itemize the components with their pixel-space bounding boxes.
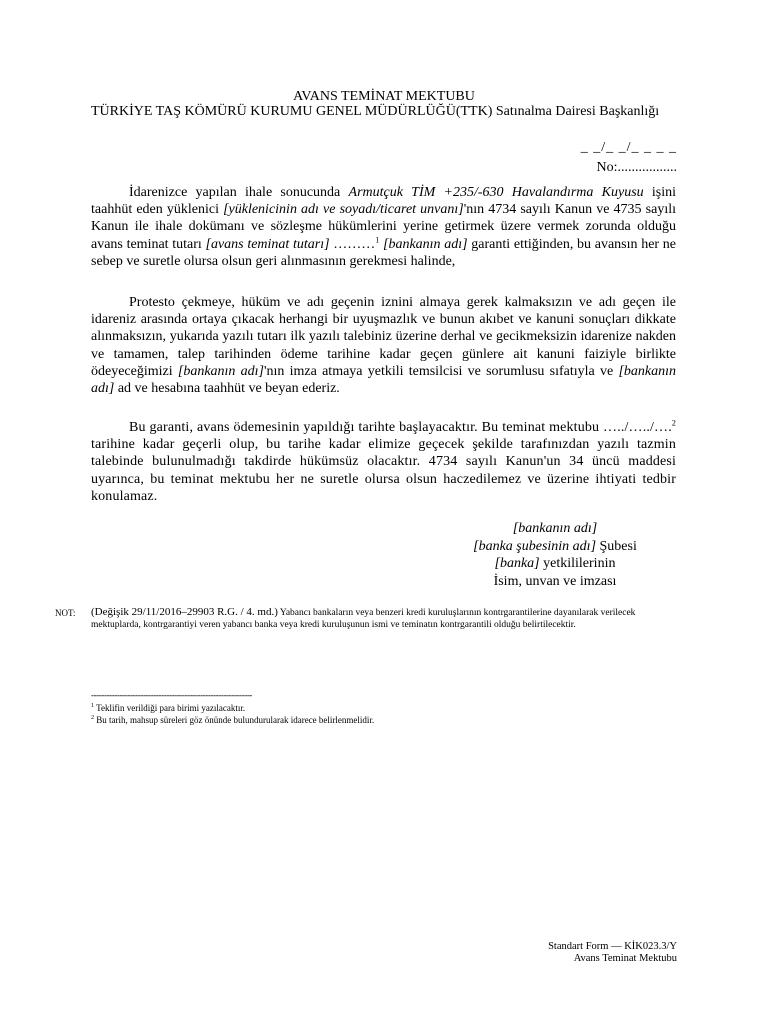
paragraph-3 (91, 419, 676, 505)
signature-branch-name: [banka şubesinin adı] (473, 538, 597, 554)
signature-bank-name: [bankanın adı] (512, 521, 598, 536)
date-placeholder: _ _/_ _/_ _ _ _ (580, 140, 677, 155)
number-line: No:................. (596, 160, 677, 175)
footnote-ref-1: 1 (375, 234, 380, 244)
signature-bank: [banka] (494, 556, 540, 571)
form-code (548, 941, 677, 965)
footnote-1 (91, 703, 245, 713)
paragraph-2 (91, 294, 676, 397)
bank-placeholder-2b: [bankanın adı] (91, 363, 676, 397)
footnote-2-number: 2 (91, 715, 94, 721)
note-amendment: (Değişik 29/11/2016–29903 R.G. / 4. md.) (91, 606, 278, 618)
note-label: NOT: (55, 608, 76, 618)
footnote-2 (91, 715, 374, 725)
footnote-1-text: Teklifin verildiği para birimi yazılacaktır. (94, 703, 246, 713)
form-code-line-2: Avans Teminat Mektubu (573, 953, 677, 964)
paragraph-2-text-a: Protesto çekmeye, hüküm ve adı geçenin iznini almaya gerek kalmaksızın ve adı geçen ile idareniz arasında ortaya çıkacak herhangi bir uyuşmazlık ve bunun akıbet ve kanuni sonuçları dikkate alınmaksızın, yukarıda yazılı tutarı ilk yazılı talebiniz üzerine derhal ve gecikmeksizin idarenize nakden ve tamamen, talep tarihinden ödeme tarihine kadar geçen günlere ait kanuni faiziyle birlikte ödeyeceğimizi (91, 295, 676, 379)
project-name: Armutçuk TİM +235/-630 Havalandırma Kuyusu (348, 185, 644, 200)
footnote-2-text: Bu tarih, mahsup süreleri göz önünde bulundurularak idarece belirlenmelidir. (94, 715, 375, 725)
bank-placeholder: [bankanın adı] (379, 236, 468, 252)
form-code-line-1: Standart Form — KİK023.3/Y (548, 941, 677, 952)
signature-sign-line: İsim, unvan ve imzası (493, 573, 617, 589)
paragraph-3-text-a: Bu garanti, avans ödemesinin yapıldığı tarihte başlayacaktır. Bu teminat mektubu …../…../…. (129, 420, 672, 435)
signature-branch-suffix: Şubesi (596, 538, 637, 554)
paragraph-2-text-c: ad ve hesabına taahhüt ve beyan ederiz. (114, 381, 340, 397)
paragraph-1-text-a: İdarenizce yapılan ihale sonucunda (129, 185, 349, 200)
paragraph-3-text-b: tarihine kadar geçerli olup, bu tarihe kadar elimize geçecek şekilde tarafınızdan yazılı tazmin talebinde bulunulmadığı takdirde hükümsüz olacaktır. 4734 sayılı Kanun'un 34 üncü maddesi uyarınca, bu teminat mektubu her ne suretle olursa olsun haczedilemez ve üzerine ihtiyati tedbir konulamaz. (91, 437, 676, 504)
bank-placeholder-2a: [bankanın adı] (177, 363, 264, 379)
amount-dots: ……… (329, 236, 376, 252)
signature-bank-suffix: yetkililerinin (539, 556, 616, 571)
paragraph-1-text-b: işini taahhüt eden yüklenici (91, 185, 677, 218)
note-body: Yabancı bankaların veya benzeri kredi kuruluşlarının kontrgarantilerine dayanılarak verilecek mektuplarda, kontrgarantiyi veren yabancı banka veya kredi kuruluşunun ismi ve teminatın kontrgarantili olduğu belirtilecektir. (91, 608, 636, 630)
amount-placeholder: [avans teminat tutarı] (205, 236, 330, 252)
footnote-1-number: 1 (91, 703, 94, 709)
institution-name: TÜRKİYE TAŞ KÖMÜRÜ KURUMU GENEL MÜDÜRLÜĞÜ(TTK) Satınalma Dairesi Başkanlığı (91, 104, 660, 119)
signature-block (430, 520, 680, 590)
document-title: AVANS TEMİNAT MEKTUBU (293, 89, 475, 104)
paragraph-1 (91, 184, 676, 270)
paragraph-2-text-b: 'nın imza atmaya yetkili temsilcisi ve sorumlusu sıfatıyla ve (264, 363, 619, 379)
contractor-placeholder: [yüklenicinin adı ve soyadı/ticaret unvanı] (223, 202, 464, 218)
note-text (91, 606, 681, 631)
paragraph-1-text-d: garanti ettiğinden, bu avansın her ne sebep ve suretle olursa olsun geri alınmasının gerekmesi halinde, (91, 236, 677, 269)
footnote-separator: -------------------------------------------------------------- (91, 690, 253, 700)
paragraph-1-text-c: 'nın 4734 sayılı Kanun ve 4735 sayılı Kanun ile ihale dokümanı ve sözleşme hükümlerini yerine getirmek üzere vermek zorunda olduğu avans teminat tutarı (91, 202, 676, 252)
footnote-ref-2: 2 (671, 418, 676, 428)
